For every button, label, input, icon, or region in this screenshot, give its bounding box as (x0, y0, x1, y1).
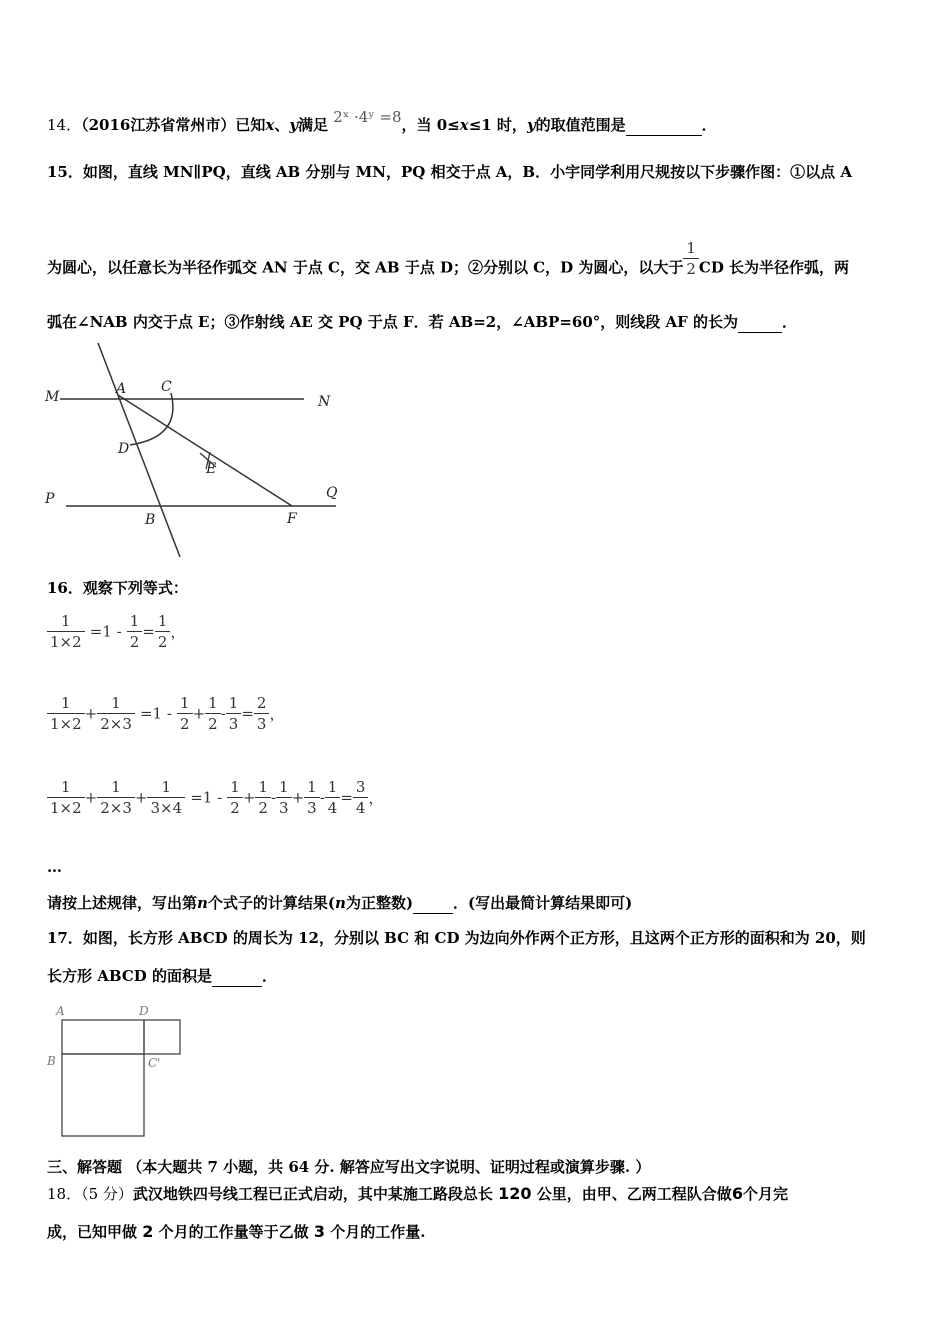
q16-ask (47, 893, 632, 914)
line-ab (98, 343, 180, 557)
frac-den: 1×2 (50, 799, 82, 817)
q14-text-4: ≤1 时， (468, 116, 527, 134)
q14-var-y2: y (526, 116, 536, 134)
q15-line-3-end: ． (782, 313, 798, 331)
q18-number: 18． (47, 1185, 82, 1203)
label-q: Q (326, 485, 338, 501)
q14-number: 14． (47, 116, 82, 134)
frac-num: 1 (127, 611, 143, 632)
frac-den: 2 (258, 799, 268, 817)
q17-answer-blank (212, 966, 262, 987)
frac-num: 1 (226, 693, 242, 714)
q16-equation-1 (47, 611, 185, 652)
q15-half-num: 1 (683, 238, 699, 259)
comma: ， (368, 789, 384, 807)
q14-text-2: 满足 (298, 116, 329, 134)
q18-text-5: 个月的工作量等于乙做 (158, 1223, 309, 1241)
label-m: M (45, 389, 60, 405)
op-plus: + (291, 788, 305, 807)
q17-figure (40, 1000, 200, 1145)
frac-num: 1 (47, 777, 85, 798)
frac (97, 693, 135, 734)
q14-formula: 2ˣ ·4ʸ =8 (333, 108, 402, 126)
frac (47, 693, 85, 734)
op-minus: - (220, 704, 226, 723)
frac-num: 1 (325, 777, 341, 798)
section-3-title: 三、解答题 （本大题共 7 小题，共 64 分. 解答应写出文字说明、证明过程或演算步骤. ） (47, 1158, 651, 1176)
comma: ， (269, 705, 285, 723)
frac (47, 611, 85, 652)
label-f: F (287, 511, 297, 527)
op-plus: + (84, 788, 98, 807)
label-c: C (161, 379, 172, 395)
frac-num: 2 (254, 693, 270, 714)
q14-var-x2: x (459, 116, 469, 134)
op-minus: - (319, 788, 325, 807)
q18-months: 6 (731, 1184, 743, 1203)
frac-den: 3 (256, 715, 267, 733)
q15-half-den: 2 (686, 260, 696, 278)
q14-answer-blank (626, 115, 702, 136)
q14-source: （2016江苏省常州市） (81, 116, 236, 134)
frac (226, 693, 242, 734)
q14-end: ． (701, 116, 717, 134)
q16-var-n: n (197, 894, 208, 912)
frac-den: 3×4 (150, 799, 183, 817)
label-p: P (45, 491, 55, 507)
frac-den: 1×2 (50, 715, 82, 733)
q15-line-3-text: 弧在∠NAB 内交于点 E；③作射线 AE 交 PQ 于点 F．若 AB=2，∠ABP=60°，则线段 AF 的长为 (47, 313, 739, 331)
frac-num: 1 (97, 693, 135, 714)
label-b: B (145, 512, 156, 528)
q15-figure (40, 335, 350, 565)
comma: ， (170, 623, 186, 641)
frac-den: 2 (157, 633, 168, 651)
frac (147, 777, 185, 818)
q15-line-2-b: CD 长为半径作弧，两 (698, 258, 850, 277)
q15-answer-blank (738, 312, 782, 333)
frac (97, 777, 135, 818)
frac-den: 2×3 (100, 715, 132, 733)
q18-length: 120 (498, 1184, 532, 1203)
frac-den: 4 (355, 799, 366, 817)
label-b: B (47, 1054, 56, 1068)
op-plus: + (192, 704, 206, 723)
frac-den: 4 (327, 799, 338, 817)
frac-num: 1 (276, 777, 292, 798)
q15-line-2 (47, 239, 850, 289)
op-eq: = (142, 622, 155, 641)
op-eq: = (340, 788, 353, 807)
q14-var-x: x (265, 116, 275, 134)
frac-num: 1 (97, 777, 135, 798)
frac-num: 1 (227, 777, 243, 798)
square-cd (62, 1020, 144, 1054)
square-bc (62, 1054, 144, 1136)
frac-num: 1 (304, 777, 320, 798)
op-minus: - (270, 788, 277, 807)
q15-half-fraction (683, 238, 699, 279)
frac (276, 777, 292, 818)
frac-num: 3 (353, 777, 369, 798)
frac-num: 1 (147, 777, 185, 798)
q18-score: （5 分） (81, 1185, 133, 1203)
label-e: E (206, 461, 217, 477)
ray-af (118, 395, 292, 506)
q17-line-2-text: 长方形 ABCD 的面积是 (47, 967, 212, 985)
q15-line-2-a: 为圆心，以任意长为半径作弧交 AN 于点 C，交 AB 于点 D；②分别以 C，D 为圆心，以大于 (47, 258, 684, 277)
frac-result (155, 611, 171, 652)
q16-equation-2 (47, 693, 284, 734)
q18-text-4: 成，已知甲做 (47, 1223, 138, 1241)
op-plus: + (84, 704, 98, 723)
question-14 (47, 108, 717, 136)
op-eq-one-minus: =1 - (139, 704, 172, 723)
frac (177, 693, 193, 734)
frac (304, 777, 320, 818)
q16-var-n2: n (335, 894, 346, 912)
q16-ask-a: 请按上述规律，写出第 (47, 894, 198, 912)
frac-den: 2 (230, 799, 240, 817)
frac-num: 1 (205, 693, 221, 714)
q16-ask-c: 为正整数) (345, 894, 414, 912)
frac-num: 1 (255, 777, 271, 798)
q18-line-1 (47, 1184, 788, 1204)
q15-line-1: 15．如图，直线 MN∥PQ，直线 AB 分别与 MN，PQ 相交于点 A，B．小宇同学利用尺规按以下步骤作图：①以点 A (47, 163, 852, 181)
frac-den: 3 (228, 715, 239, 733)
frac-den: 2 (208, 715, 218, 733)
arc-cd (130, 393, 173, 445)
q16-answer-blank (413, 893, 453, 914)
frac (227, 777, 243, 818)
q17-line-1: 17．如图，长方形 ABCD 的周长为 12，分别以 BC 和 CD 为边向外作两个正方形，且这两个正方形的面积和为 20，则 (47, 929, 866, 947)
q17-line-2-end: ． (262, 967, 278, 985)
label-d: D (118, 441, 130, 457)
rect-abcd-top (144, 1020, 180, 1054)
q18-text-3: 个月完 (742, 1185, 788, 1203)
label-c: C' (148, 1056, 161, 1070)
frac-num: 1 (155, 611, 171, 632)
op-eq-one-minus: =1 - (89, 622, 122, 641)
q14-text-3: ，当 0≤ (401, 116, 460, 134)
label-d: D (139, 1004, 149, 1018)
frac-result (353, 777, 369, 818)
q18-text-6: 个月的工作量. (330, 1223, 426, 1241)
q14-var-y: y (289, 116, 299, 134)
frac (325, 777, 341, 818)
q18-text-1: 武汉地铁四号线工程已正式启动，其中某施工路段总长 (132, 1185, 493, 1203)
frac (47, 777, 85, 818)
frac-den: 1×2 (50, 633, 82, 651)
frac-den: 3 (279, 799, 289, 817)
frac-result (254, 693, 270, 734)
q16-title: 16．观察下列等式： (47, 579, 188, 597)
op-eq-one-minus: =1 - (190, 788, 223, 807)
op-plus: + (242, 788, 256, 807)
frac-den: 2 (129, 633, 140, 651)
frac (205, 693, 221, 734)
q16-ask-b: 个式子的计算结果( (207, 894, 336, 912)
q14-sep: 、 (274, 116, 290, 134)
op-eq: = (241, 704, 254, 723)
q15-line-3 (47, 312, 797, 333)
op-plus: + (134, 788, 148, 807)
q14-text-1: 已知 (235, 116, 266, 134)
q18-line-2 (47, 1222, 425, 1242)
q18-b: 3 (313, 1222, 326, 1241)
label-a: A (116, 381, 127, 397)
q14-text-5: 的取值范围是 (535, 116, 626, 134)
frac-den: 3 (307, 799, 317, 817)
q16-ask-d: ．(写出最简计算结果即可) (453, 894, 633, 912)
q18-a: 2 (142, 1222, 154, 1241)
frac-den: 2 (180, 715, 190, 733)
label-n: N (318, 394, 331, 410)
frac-den: 2×3 (100, 799, 132, 817)
q18-text-2: 公里，由甲、乙两工程队合做 (536, 1185, 732, 1203)
label-a: A (56, 1004, 65, 1018)
q17-line-2 (47, 966, 277, 987)
frac (127, 611, 143, 652)
frac-num: 1 (177, 693, 193, 714)
q16-ellipsis: … (47, 858, 62, 876)
frac-num: 1 (47, 693, 85, 714)
q16-equation-3 (47, 777, 383, 818)
frac (255, 777, 271, 818)
frac-num: 1 (47, 611, 85, 632)
